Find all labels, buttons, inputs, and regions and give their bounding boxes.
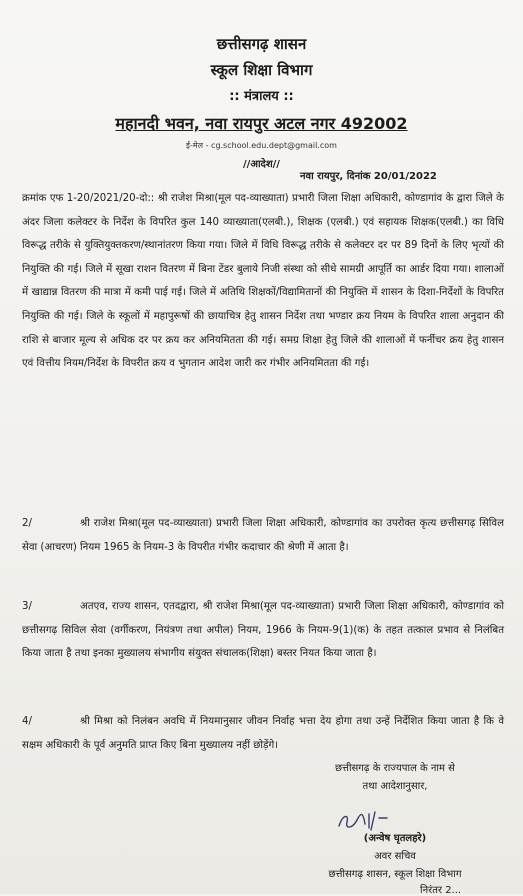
header-address: महानदी भवन, नवा रायपुर अटल नगर 492002 <box>115 114 408 133</box>
order-title: //आदेश// <box>243 159 280 170</box>
paragraph-4-text: श्री मिश्रा को निलंबन अवधि में नियमानुसार जीवन निर्वाह भत्ता देय होगा तथा उन्हें निर्देशित किया जाता है कि वे सक्षम अधिकारी के पूर्व अनुमति प्राप्त किए बिना मुख्यालय नहीं छोड़ेंगे। <box>22 716 504 751</box>
date-value: 20/01/2022 <box>373 171 437 182</box>
header-government: छत्तीसगढ़ शासन <box>216 35 307 53</box>
continued-marker: निरंतर 2... <box>420 885 462 896</box>
signatory-name: (अन्वेष घृतलहरे) <box>363 833 427 844</box>
signature-line-1: छत्तीसगढ़ के राज्यपाल के नाम से <box>335 763 455 774</box>
paragraph-3-text: अतएव, राज्य शासन, एतदद्वारा, श्री राजेश मिश्रा(मूल पद-व्याख्याता) प्रभारी जिला शिक्षा अधिकारी, कोण्डागांव को छत्तीसगढ़ सिविल सेवा (वर्गीकरण, नियंत्रण तथा अपील) नियम, 1966 के नियम-9(1)(क) के तहत तत्काल प्रभाव से निलंबित किया जाता है तथा इनका मुख्यालय संभागीय संयुक्त संचालक(शिक्षा) बस्तर नियत किया जाता है। <box>22 601 504 660</box>
paragraph-4-number: 4/ <box>22 716 32 727</box>
signatory-designation: अवर सचिव <box>374 851 416 862</box>
paragraph-3 <box>22 595 504 666</box>
signature-authority <box>290 760 500 796</box>
paragraph-2-number: 2/ <box>22 518 32 529</box>
paragraph-2 <box>22 512 504 559</box>
signatory-department: छत्तीसगढ़ शासन, स्कूल शिक्षा विभाग <box>328 869 462 880</box>
signature-line-2: तथा आदेशानुसार, <box>362 781 428 792</box>
header-email: ई-मेल - cg.school.edu.dept@gmail.com <box>186 141 337 150</box>
paragraph-1: क्रमांक एफ 1-20/2021/20-दो:: श्री राजेश मिश्रा(मूल पद-व्याख्याता) प्रभारी जिला शिक्षा अधिकारी, कोण्डागांव के द्वारा जिले के अंदर जिला कलेक्टर के निर्देश के विपरित कुल 140 व्याख्याता(एलबी.), शिक्षक (एलबी.) एवं सहायक शिक्षक(एलबी.) का विधि विरूद्ध तरीके से युक्तियुक्तकरण/स्थानांतरण किया गया। जिले में विधि विरूद्ध तरीके से कलेक्टर दर पर 89 दिनों के लिए भृत्यों की नियुक्ति की गई। जिले में सूखा राशन वितरण में बिना टेंडर बुलाये निजी संस्था को सीधे सामग्री आपूर्ति का आर्डर दिया गया। शालाओं में खाद्यान्न वितरण की मात्रा में कमी पाई गई। जिले में अतिथि शिक्षकों/विद्यामितानों की नियुक्ति में शासन के दिशा-निर्देशों के विपरित नियुक्ति की गई। जिले के स्कूलों में महापुरूषों की छायाचित्र हेतु शासन निर्देश तथा भण्डार क्रय नियम के विपरित शाला अनुदान की राशि से बाजार मूल्य से अधिक दर पर क्रय कर अनियमितता की गई। समग्र शिक्षा हेतु जिले की शालाओं में फर्नीचर क्रय हेतु शासन एवं वित्तीय नियम/निर्देश के विपरीत क्रय व भुगतान आदेश जारी कर गंभीर अनियमितता की गई। <box>22 193 504 370</box>
paragraph-3-number: 3/ <box>22 601 32 612</box>
order-date <box>300 168 437 182</box>
paragraph-4 <box>22 710 504 757</box>
header-ministry: :: मंत्रालय :: <box>229 89 294 104</box>
date-prefix: नवा रायपुर, दिनांक <box>300 171 371 182</box>
paragraph-2-text: श्री राजेश मिश्रा(मूल पद-व्याख्याता) प्रभारी जिला शिक्षा अधिकारी, कोण्डागांव का उपरोक्त कृत्य छत्तीसगढ़ सिविल सेवा (आचरण) नियम 1965 के नियम-3 के विपरीत गंभीर कदाचार की श्रेणी में आता है। <box>22 518 504 553</box>
header-department: स्कूल शिक्षा विभाग <box>210 61 313 79</box>
handwritten-signature <box>335 808 405 832</box>
